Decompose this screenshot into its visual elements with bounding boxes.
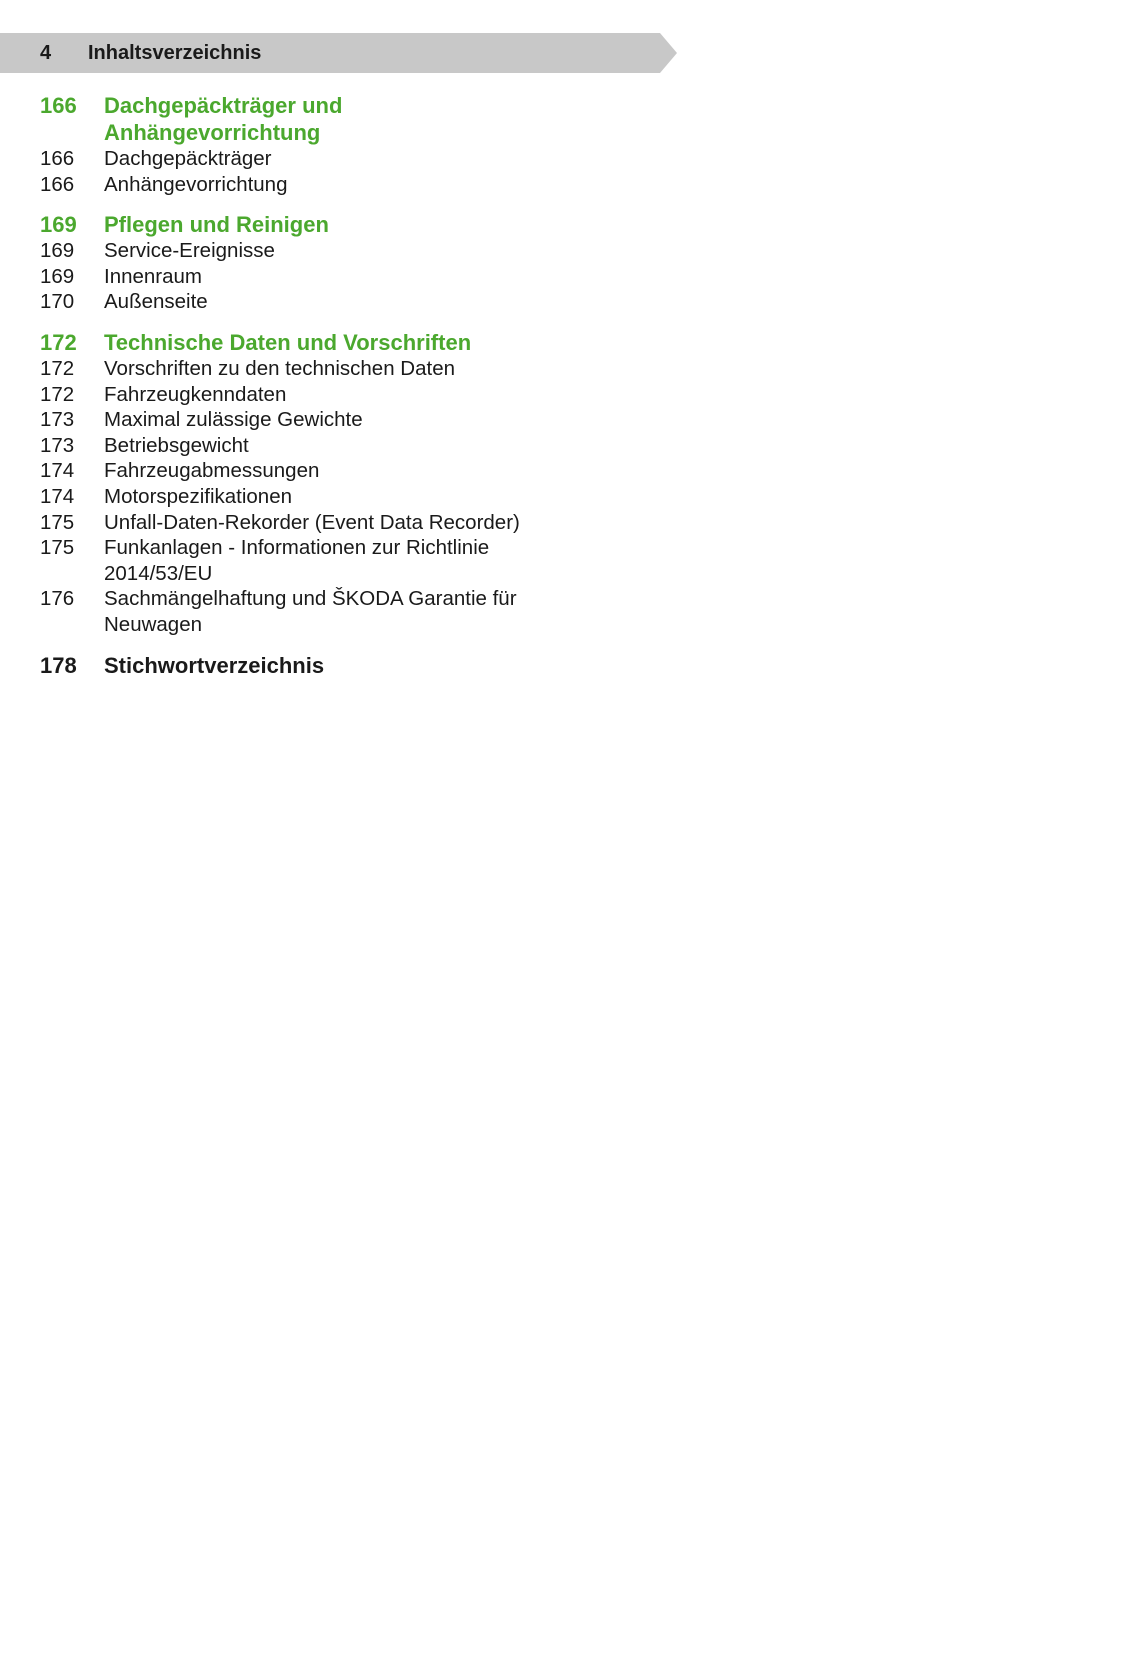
toc-section-pflegen[interactable] bbox=[40, 211, 660, 238]
toc-item[interactable] bbox=[40, 172, 660, 198]
section-title: Pflegen und Reinigen bbox=[104, 212, 329, 238]
toc-item[interactable] bbox=[40, 382, 660, 408]
toc-item[interactable] bbox=[40, 484, 660, 510]
toc-item[interactable] bbox=[40, 238, 660, 264]
item-page-number: 175 bbox=[40, 510, 75, 534]
toc-item[interactable] bbox=[40, 407, 660, 433]
item-page-number: 169 bbox=[40, 264, 75, 288]
section-page-number: 172 bbox=[40, 329, 77, 355]
item-page-number: 175 bbox=[40, 536, 75, 560]
toc-item[interactable] bbox=[40, 264, 660, 290]
item-label: Dachgepäckträger bbox=[104, 147, 272, 170]
section-title: Dachgepäckträger und Anhängevorrichtung bbox=[104, 93, 343, 145]
item-label: Anhängevorrichtung bbox=[104, 172, 288, 196]
toc-item[interactable] bbox=[40, 356, 660, 382]
section-page-number: 169 bbox=[40, 212, 77, 238]
section-page-number: 166 bbox=[40, 93, 77, 118]
table-of-contents bbox=[40, 92, 660, 679]
item-label: Fahrzeugkenndaten bbox=[104, 382, 287, 406]
section-title: Technische Daten und Vorschriften bbox=[104, 329, 472, 355]
item-page-number: 172 bbox=[40, 356, 75, 380]
toc-section-dachgepaecktraeger[interactable] bbox=[40, 92, 660, 146]
toc-item[interactable] bbox=[40, 289, 660, 315]
item-page-number: 169 bbox=[40, 239, 75, 263]
item-label: Funkanlagen - Informationen zur Richtlinie 2014/53/EU bbox=[104, 536, 490, 585]
header-page-number: 4 bbox=[40, 42, 52, 64]
toc-item[interactable] bbox=[40, 535, 660, 586]
toc-item[interactable] bbox=[40, 433, 660, 459]
header-title: Inhaltsverzeichnis bbox=[88, 42, 262, 64]
toc-item[interactable] bbox=[40, 146, 660, 172]
section-title: Stichwortverzeichnis bbox=[104, 652, 325, 678]
item-page-number: 173 bbox=[40, 408, 75, 432]
item-page-number: 174 bbox=[40, 484, 75, 508]
toc-item[interactable] bbox=[40, 510, 660, 536]
item-label: Unfall-Daten-Rekorder (Event Data Recorder) bbox=[104, 510, 520, 534]
item-label: Sachmängelhaftung und ŠKODA Garantie für Neuwagen bbox=[104, 587, 517, 636]
toc-item[interactable] bbox=[40, 458, 660, 484]
item-label: Vorschriften zu den technischen Daten bbox=[104, 356, 455, 380]
toc-section-technische-daten[interactable] bbox=[40, 329, 660, 356]
toc-section-stichwortverzeichnis[interactable] bbox=[40, 652, 660, 679]
item-label: Fahrzeugabmessungen bbox=[104, 459, 320, 483]
item-page-number: 176 bbox=[40, 587, 75, 611]
item-label: Maximal zulässige Gewichte bbox=[104, 408, 363, 432]
item-page-number: 170 bbox=[40, 290, 75, 314]
item-label: Außenseite bbox=[104, 290, 208, 314]
item-label: Service-Ereignisse bbox=[104, 239, 275, 263]
toc-item[interactable] bbox=[40, 586, 660, 637]
item-label: Innenraum bbox=[104, 264, 203, 288]
section-page-number: 178 bbox=[40, 652, 77, 678]
item-label: Betriebsgewicht bbox=[104, 433, 249, 457]
item-page-number: 174 bbox=[40, 459, 75, 483]
item-page-number: 173 bbox=[40, 433, 75, 457]
item-page-number: 172 bbox=[40, 382, 75, 406]
item-page-number: 166 bbox=[40, 172, 75, 196]
item-page-number: 166 bbox=[40, 147, 75, 170]
item-label: Motorspezifikationen bbox=[104, 484, 293, 508]
